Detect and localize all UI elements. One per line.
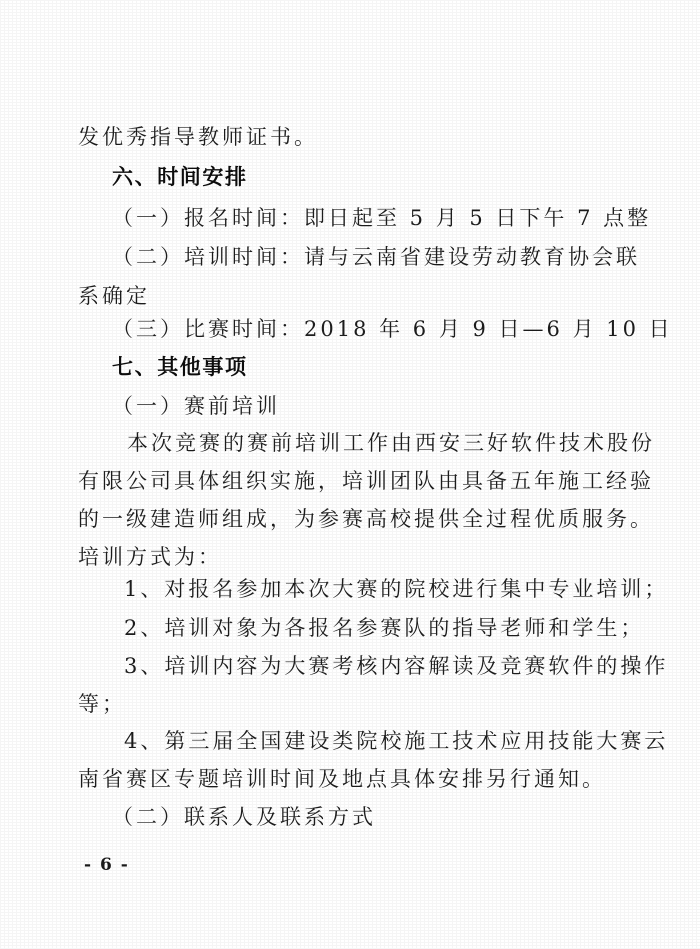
text-line: （三）比赛时间：2018 年 6 月 9 日—6 月 10 日 <box>112 317 673 341</box>
page-number: - 6 - <box>84 855 130 875</box>
text-line: 的一级建造师组成，为参赛高校提供全过程优质服务。 <box>78 507 654 531</box>
section-heading-other-matters: 七、其他事项 <box>112 355 248 379</box>
text-line: 有限公司具体组织实施，培训团队由具备五年施工经验 <box>78 469 654 493</box>
list-item: 4、第三届全国建设类院校施工技术应用技能大赛云 <box>124 729 669 753</box>
text-line: （二）培训时间：请与云南省建设劳动教育协会联 <box>112 245 640 269</box>
text-line: 本次竞赛的赛前培训工作由西安三好软件技术股份 <box>127 431 655 455</box>
text-line: 等； <box>78 692 126 716</box>
text-line: （一）赛前培训 <box>112 394 280 418</box>
list-item: 1、对报名参加本次大赛的院校进行集中专业培训； <box>124 577 669 601</box>
list-item: 2、培训对象为各报名参赛队的指导老师和学生； <box>124 616 645 640</box>
section-heading-time-arrangement: 六、时间安排 <box>112 165 248 189</box>
list-item: 3、培训内容为大赛考核内容解读及竞赛软件的操作 <box>124 654 669 678</box>
text-line: 南省赛区专题培训时间及地点具体安排另行通知。 <box>78 767 606 791</box>
text-line: 培训方式为： <box>78 545 222 569</box>
text-line: （一）报名时间：即日起至 5 月 5 日下午 7 点整 <box>112 206 652 230</box>
text-line: （二）联系人及联系方式 <box>112 805 376 829</box>
text-line: 发优秀指导教师证书。 <box>78 125 318 149</box>
text-line: 系确定 <box>78 284 150 308</box>
